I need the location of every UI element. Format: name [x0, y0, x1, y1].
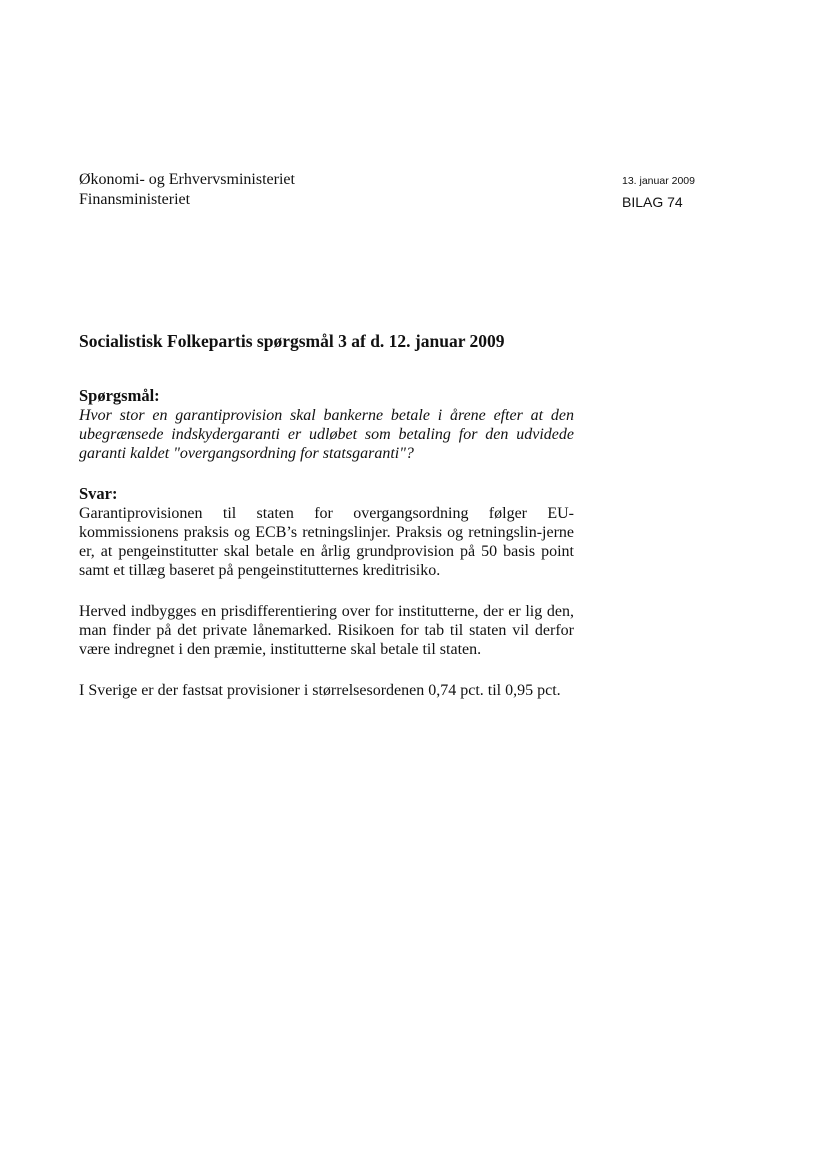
- document-date: 13. januar 2009: [622, 175, 695, 187]
- question-text: Hvor stor en garantiprovision skal bankerne betale i årene efter at den ubegrænsede indskydergaranti er udløbet som betaling for den udvidede garanti kaldet "overgangsordning for statsgaranti"?: [79, 407, 574, 462]
- question-heading: Spørgsmål:: [79, 386, 160, 405]
- answer-paragraph-3: I Sverige er der fastsat provisioner i størrelsesordenen 0,74 pct. til 0,95 pct.: [79, 682, 561, 699]
- document-title: Socialistisk Folkepartis spørgsmål 3 af d. 12. januar 2009: [79, 331, 505, 351]
- question-section: [79, 386, 574, 463]
- bilag-number: BILAG 74: [622, 194, 683, 210]
- sender-block: [79, 170, 295, 210]
- answer-paragraph-1: Garantiprovisionen til staten for overgangsordning følger EU-kommissionens praksis og ECB’s retningslinjer. Praksis og retningslin-jerne er, at pengeinstitutter skal betale en årlig grundprovision på 50 basis point samt et tillæg baseret på pengeinstitutternes kreditrisiko.: [79, 505, 574, 579]
- answer-paragraph-3-block: [79, 681, 574, 700]
- answer-paragraph-2: Herved indbygges en prisdifferentiering over for institutterne, der er lig den, man finder på det private lånemarked. Risikoen for tab til staten vil derfor være indregnet i den præmie, institutterne skal betale til staten.: [79, 603, 574, 658]
- document-meta: [622, 174, 695, 211]
- answer-section: [79, 484, 574, 580]
- sender-ministry-2: Finansministeriet: [79, 191, 191, 208]
- answer-heading: Svar:: [79, 484, 118, 503]
- sender-ministry-1: Økonomi- og Erhvervsministeriet: [79, 171, 295, 188]
- answer-paragraph-2-block: [79, 602, 574, 659]
